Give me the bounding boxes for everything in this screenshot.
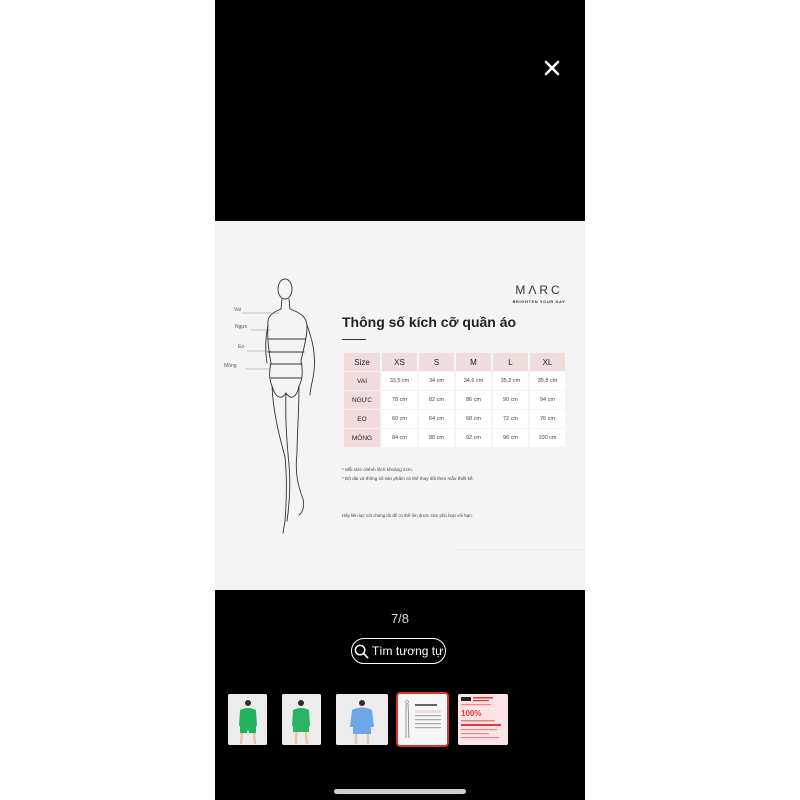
size-note: * Độ dài và thông số sản phẩm có thể thay đổi theo mẫu thiết kế. — [342, 476, 474, 481]
table-cell: 64 cm — [419, 410, 454, 428]
table-cell: 34 cm — [419, 372, 454, 390]
image-viewer — [215, 0, 585, 800]
thumbnail-green-outfit-side[interactable] — [282, 694, 321, 745]
size-table — [342, 352, 567, 448]
find-similar-label: Tìm tương tự — [371, 644, 444, 658]
table-row — [344, 429, 565, 447]
figure-label-vai: Vai — [234, 307, 241, 313]
size-chart-image — [215, 221, 585, 590]
close-icon[interactable] — [540, 56, 564, 80]
fashion-figure-sketch — [215, 221, 325, 551]
figure-label-eo: Eo — [238, 344, 245, 350]
size-note: * Mỗi size chênh lệch khoảng 4cm. — [342, 467, 413, 472]
header-xs: XS — [382, 353, 417, 371]
table-cell: 88 cm — [419, 429, 454, 447]
size-table-header — [344, 353, 565, 371]
table-cell: 34,6 cm — [456, 372, 491, 390]
table-cell: 82 cm — [419, 391, 454, 409]
size-chart-title: Thông số kích cỡ quần áo — [342, 314, 517, 330]
table-row — [344, 372, 565, 390]
image-counter: 7/8 — [390, 611, 410, 626]
table-cell: 92 cm — [456, 429, 491, 447]
table-cell: 86 cm — [456, 391, 491, 409]
table-cell: 90 cm — [493, 391, 528, 409]
row-label: MÔNG — [344, 429, 380, 447]
find-similar-button[interactable] — [351, 638, 446, 664]
thumbnail-promo[interactable] — [458, 694, 508, 745]
header-size: Size — [344, 353, 380, 371]
header-l: L — [493, 353, 528, 371]
header-m: M — [456, 353, 491, 371]
thumbnail-size-chart[interactable] — [398, 694, 447, 745]
brand-name: MΛRC — [515, 283, 563, 297]
row-label: NGỰC — [344, 391, 380, 409]
brand-logo — [507, 283, 571, 304]
contact-note: Hãy liên lạc với chúng tôi để có thể tìm được size phù hợp với bạn. — [342, 513, 473, 518]
table-row — [344, 391, 565, 409]
table-row — [344, 410, 565, 428]
table-cell: 84 cm — [382, 429, 417, 447]
table-cell: 33,5 cm — [382, 372, 417, 390]
header-s: S — [419, 353, 454, 371]
row-label: VAI — [344, 372, 380, 390]
thumbnail-green-outfit-front[interactable] — [228, 694, 267, 745]
table-cell: 100 cm — [530, 429, 565, 447]
brand-tagline: BRIGHTEN YOUR DAY — [512, 299, 566, 304]
thumbnail-blue-outfit[interactable] — [336, 694, 388, 745]
figure-label-mong: Mông — [224, 363, 237, 369]
table-cell: 76 cm — [530, 410, 565, 428]
table-cell: 35,2 cm — [493, 372, 528, 390]
table-cell: 60 cm — [382, 410, 417, 428]
table-cell: 94 cm — [530, 391, 565, 409]
search-icon — [354, 644, 369, 659]
table-cell: 78 cm — [382, 391, 417, 409]
divider — [455, 549, 585, 550]
table-cell: 72 cm — [493, 410, 528, 428]
size-notes — [342, 465, 474, 483]
home-indicator[interactable] — [334, 789, 466, 794]
table-cell: 96 cm — [493, 429, 528, 447]
header-xl: XL — [530, 353, 565, 371]
figure-label-nguc: Ngực — [235, 324, 248, 330]
table-cell: 68 cm — [456, 410, 491, 428]
title-underline — [342, 339, 366, 340]
promo-headline: 100% — [461, 709, 482, 718]
table-cell: 35,8 cm — [530, 372, 565, 390]
row-label: EO — [344, 410, 380, 428]
